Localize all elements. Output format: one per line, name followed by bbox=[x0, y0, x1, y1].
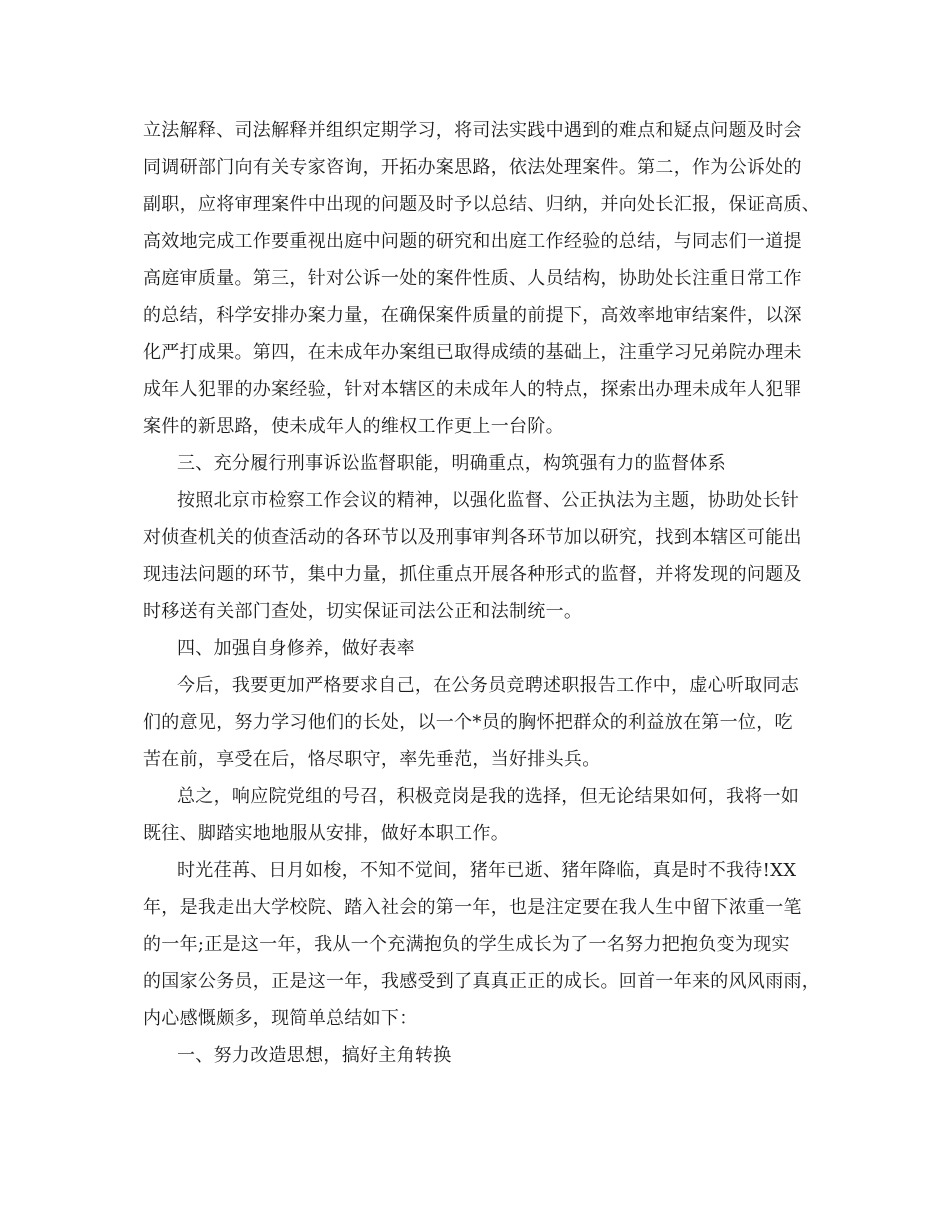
text-line: 今后，我要更加严格要求自己，在公务员竞聘述职报告工作中，虚心听取同志 bbox=[177, 675, 800, 696]
text-line: 案件的新思路，使未成年人的维权工作更上一台阶。 bbox=[143, 416, 564, 437]
text-line: 的国家公务员，正是这一年，我感受到了真真正正的成长。回首一年来的风风雨雨， bbox=[143, 971, 821, 992]
text-line: 苦在前，享受在后，恪尽职守，率先垂范，当好排头兵。 bbox=[143, 749, 601, 770]
text-line: 同调研部门向有关专家咨询，开拓办案思路，依法处理案件。第二，作为公诉处的 bbox=[143, 157, 802, 178]
text-line: 高效地完成工作要重视出庭中问题的研究和出庭工作经验的总结，与同志们一道提 bbox=[143, 231, 802, 252]
text-line: 内心感慨颇多，现简单总结如下： bbox=[143, 1008, 418, 1029]
text-line: 既往、脚踏实地地服从安排，做好本职工作。 bbox=[143, 823, 509, 844]
text-line: 们的意见，努力学习他们的长处，以一个*员的胸怀把群众的利益放在第一位，吃 bbox=[143, 712, 793, 733]
text-line: 按照北京市检察工作会议的精神，以强化监督、公正执法为主题，协助处长针 bbox=[177, 490, 800, 511]
section-heading: 一、努力改造思想，搞好主角转换 bbox=[177, 1045, 452, 1066]
text-line: 成年人犯罪的办案经验，针对本辖区的未成年人的特点，探索出办理未成年人犯罪 bbox=[143, 379, 802, 400]
text-line: 对侦查机关的侦查活动的各环节以及刑事审判各环节加以研究，找到本辖区可能出 bbox=[143, 527, 802, 548]
text-line: 年，是我走出大学校院、踏入社会的第一年，也是注定要在我人生中留下浓重一笔 bbox=[143, 897, 802, 918]
text-line: 的一年;正是这一年，我从一个充满抱负的学生成长为了一名努力把抱负变为现实 bbox=[143, 934, 790, 955]
section-heading: 三、充分履行刑事诉讼监督职能，明确重点，构筑强有力的监督体系 bbox=[177, 453, 726, 474]
text-line: 时光荏苒、日月如梭，不知不觉间，猪年已逝、猪年降临，真是时不我待!XX bbox=[177, 860, 797, 881]
text-line: 高庭审质量。第三，针对公诉一处的案件性质、人员结构，协助处长注重日常工作 bbox=[143, 268, 802, 289]
text-line: 总之，响应院党组的号召，积极竞岗是我的选择，但无论结果如何，我将一如 bbox=[177, 786, 800, 807]
text-line: 副职，应将审理案件中出现的问题及时予以总结、归纳，并向处长汇报，保证高质、 bbox=[143, 194, 821, 215]
text-line: 时移送有关部门查处，切实保证司法公正和法制统一。 bbox=[143, 601, 583, 622]
text-line: 的总结，科学安排办案力量，在确保案件质量的前提下，高效率地审结案件，以深 bbox=[143, 305, 802, 326]
text-line: 立法解释、司法解释并组织定期学习，将司法实践中遇到的难点和疑点问题及时会 bbox=[143, 120, 802, 141]
text-line: 化严打成果。第四，在未成年办案组已取得成绩的基础上，注重学习兄弟院办理未 bbox=[143, 342, 802, 363]
section-heading: 四、加强自身修养，做好表率 bbox=[177, 638, 415, 659]
text-line: 现违法问题的环节，集中力量，抓住重点开展各种形式的监督，并将发现的问题及 bbox=[143, 564, 802, 585]
